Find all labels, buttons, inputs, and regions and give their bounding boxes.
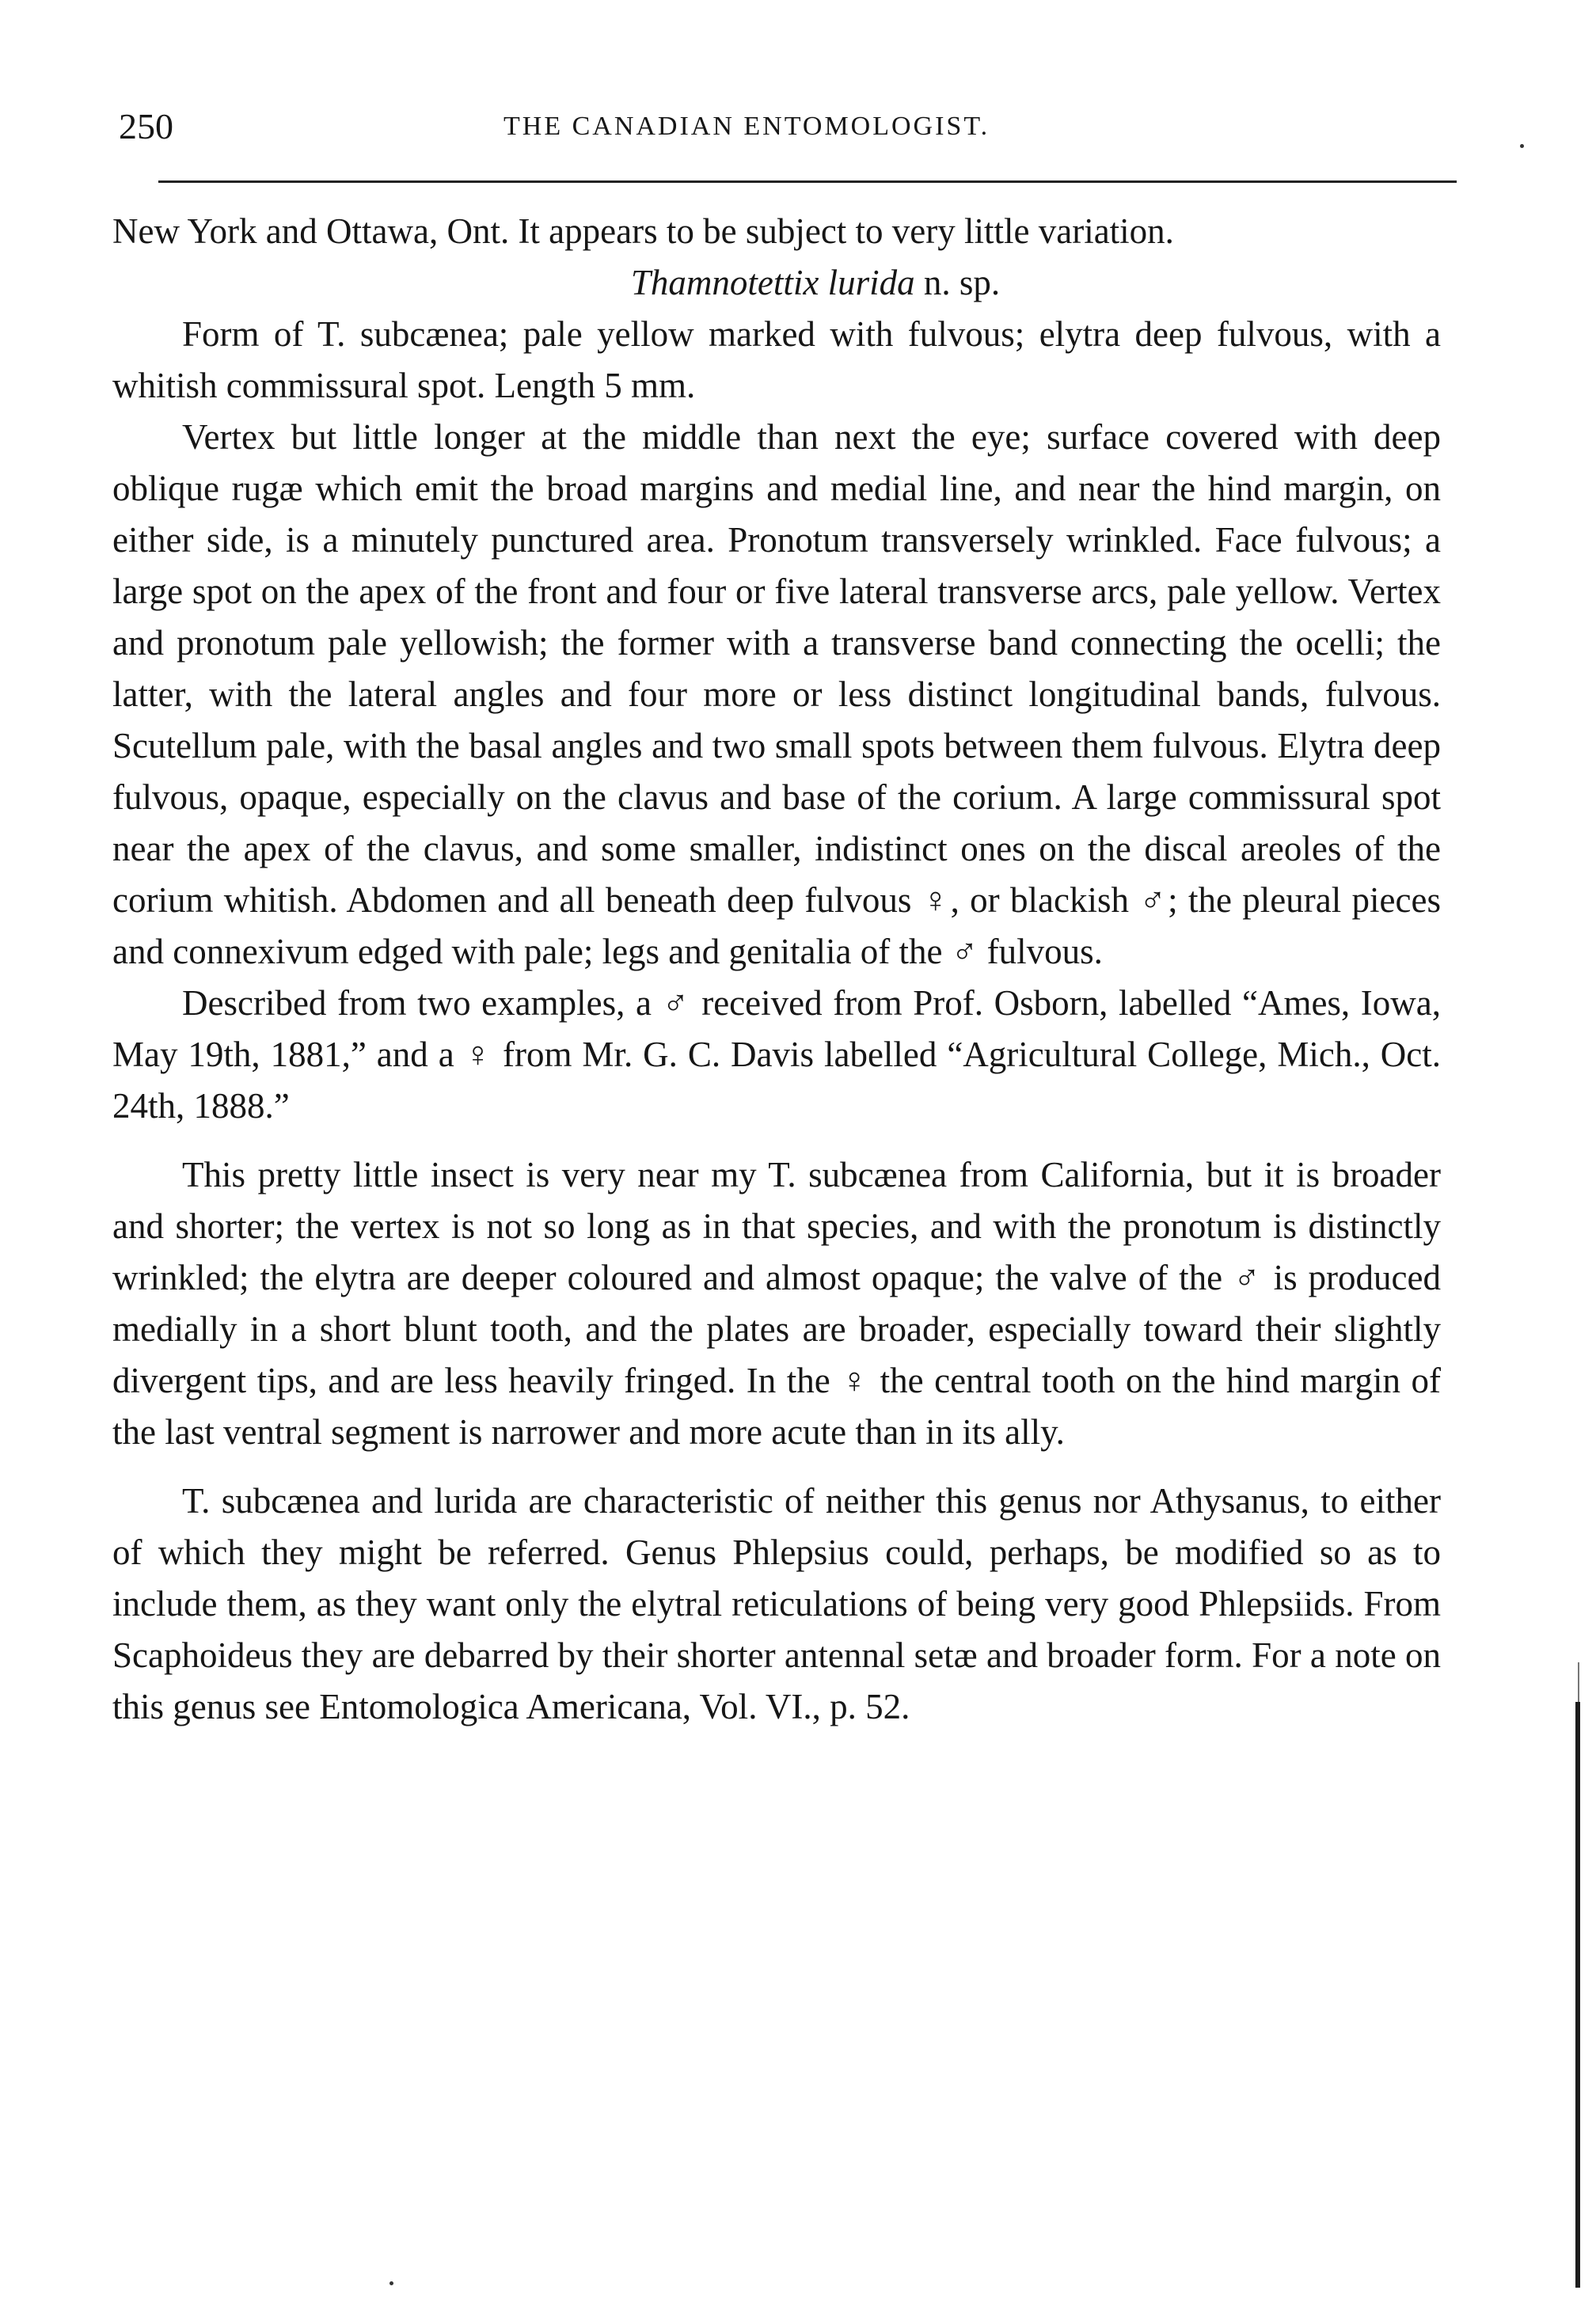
paragraph-diagnosis: Form of T. subcænea; pale yellow marked with fulvous; elytra deep fulvous, with a whitish commissural spot. Length 5 mm. (112, 314, 1441, 405)
running-head: THE CANADIAN ENTOMOLOGIST. (504, 112, 990, 141)
species-heading (112, 257, 1441, 309)
scan-speck (1520, 144, 1524, 148)
header-rule (158, 180, 1457, 183)
species-name: Thamnotettix lurida (630, 263, 915, 302)
paragraph-classification: T. subcænea and lurida are characteristic of neither this genus nor Athysanus, to either of which they might be referred. Genus Phlepsius could, perhaps, be modified so as to include them, as they want only the elytral reticulations of being very good Phlepsiids. From Scaphoideus they are debarred by their shorter antennal setæ and broader form. For a note on this genus see Entomologica Americana, Vol. VI., p. 52. (112, 1481, 1441, 1726)
new-species-abbr: n. sp. (914, 263, 1001, 302)
page-number: 250 (119, 106, 173, 146)
paragraph-description: Vertex but little longer at the middle than next the eye; surface covered with deep oblique rugæ which emit the broad margins and medial line, and near the hind margin, on either side, is a minutely punctured area. Pronotum transversely wrinkled. Face fulvous; a large spot on the apex of the front and four or five lateral transverse arcs, pale yellow. Vertex and pronotum pale yellowish; the former with a transverse band connecting the ocelli; the latter, with the lateral angles and four more or less distinct longitudinal bands, fulvous. Scutellum pale, with the basal angles and two small spots between them fulvous. Elytra deep fulvous, opaque, especially on the clavus and base of the corium. A large commissural spot near the apex of the clavus, and some smaller, indistinct ones on the discal areoles of the corium whitish. Abdomen and all beneath deep fulvous ♀, or blackish ♂; the pleural pieces and connexivum edged with pale; legs and genitalia of the ♂ fulvous. (112, 417, 1441, 971)
scan-margin-mark-thin (1578, 1662, 1579, 1702)
article-body (112, 206, 1441, 1733)
page-header (119, 103, 1480, 150)
scan-speck (390, 2281, 393, 2285)
scan-margin-mark (1575, 1702, 1580, 2288)
paragraph-specimens: Described from two examples, a ♂ received from Prof. Osborn, labelled “Ames, Iowa, May 19th, 1881,” and a ♀ from Mr. G. C. Davis labelled “Agricultural College, Mich., Oct. 24th, 1888.” (112, 983, 1441, 1126)
paragraph-comparison: This pretty little insect is very near my T. subcænea from California, but it is broader and shorter; the vertex is not so long as in that species, and with the pronotum is distinctly wrinkled; the elytra are deeper coloured and almost opaque; the valve of the ♂ is produced medially in a short blunt tooth, and the plates are broader, especially toward their slightly divergent tips, and are less heavily fringed. In the ♀ the central tooth on the hind margin of the last ventral segment is narrower and more acute than in its ally. (112, 1155, 1441, 1452)
paragraph-continuation: New York and Ottawa, Ont. It appears to be subject to very little variation. (112, 211, 1174, 251)
